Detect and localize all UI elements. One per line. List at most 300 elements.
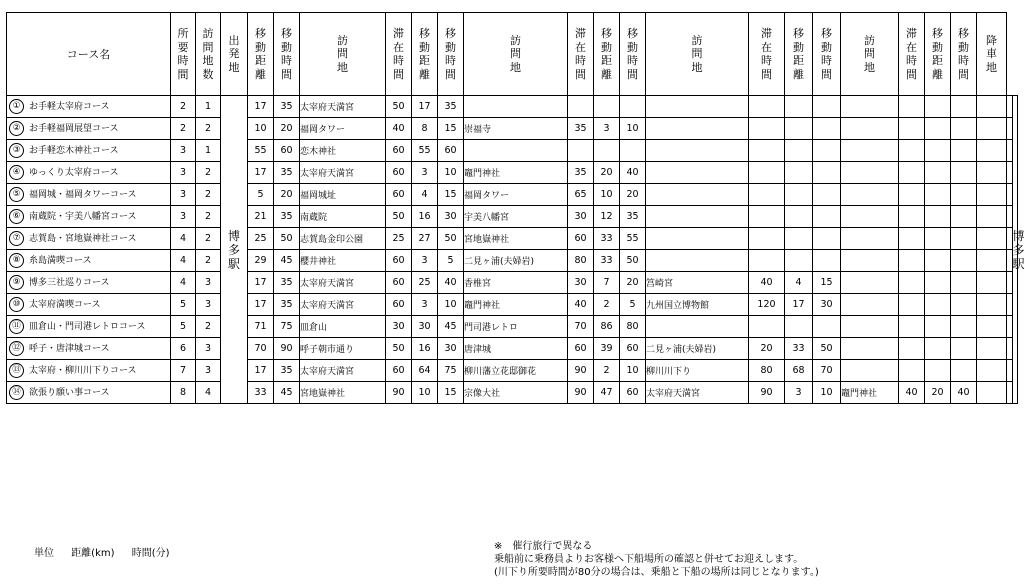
total-time-cell: 3: [171, 162, 196, 184]
value-cell: [1007, 338, 1013, 360]
value-cell: 25: [412, 272, 438, 294]
visit-place-cell: 二見ヶ浦(夫婦岩): [464, 250, 568, 272]
header-departure: 出発地: [221, 13, 248, 96]
value-cell: 17: [248, 360, 274, 382]
value-cell: 20: [620, 272, 646, 294]
value-cell: 60: [386, 162, 412, 184]
table-row: [7, 228, 1018, 250]
value-cell: 2: [594, 360, 620, 382]
header-stay-time-4: 滞在時間: [899, 13, 925, 96]
value-cell: [813, 206, 841, 228]
value-cell: [785, 206, 813, 228]
header-move-time-3: 移動時間: [620, 13, 646, 96]
value-cell: [749, 250, 785, 272]
visit-place-cell: [977, 338, 1007, 360]
visit-place-cell: [841, 338, 899, 360]
value-cell: [925, 96, 951, 118]
visit-place-cell: [977, 382, 1007, 404]
visit-place-cell: 竈門神社: [841, 382, 899, 404]
value-cell: [899, 184, 925, 206]
arrival-station: [1012, 96, 1025, 404]
value-cell: 3: [412, 250, 438, 272]
value-cell: 60: [274, 140, 300, 162]
course-number-badge: ⑥: [9, 209, 24, 224]
visit-place-cell: [977, 250, 1007, 272]
value-cell: 10: [620, 118, 646, 140]
course-number-badge: ⑩: [9, 297, 24, 312]
value-cell: [951, 206, 977, 228]
header-visit-place-2: 訪問地: [464, 13, 568, 96]
value-cell: 17: [248, 294, 274, 316]
value-cell: 80: [620, 316, 646, 338]
course-name: 呼子・唐津城コース: [29, 344, 110, 354]
value-cell: 8: [412, 118, 438, 140]
visit-place-cell: [646, 162, 749, 184]
header-move-distance-3: 移動距離: [594, 13, 620, 96]
header-move-distance-1: 移動距離: [248, 13, 274, 96]
distance-unit: 距離(km): [71, 548, 115, 559]
visit-place-cell: [977, 96, 1007, 118]
value-cell: [925, 140, 951, 162]
time-unit: 時間(分): [131, 548, 170, 559]
course-name-cell: [7, 360, 171, 382]
value-cell: 33: [785, 338, 813, 360]
visit-place-cell: [646, 206, 749, 228]
arrival-station-label: 博多駅: [1012, 228, 1025, 271]
course-number-badge: ④: [9, 165, 24, 180]
value-cell: 47: [594, 382, 620, 404]
value-cell: 5: [438, 250, 464, 272]
value-cell: 60: [386, 250, 412, 272]
value-cell: 90: [386, 382, 412, 404]
table-row: [7, 338, 1018, 360]
value-cell: [925, 250, 951, 272]
value-cell: 60: [386, 294, 412, 316]
value-cell: 15: [438, 382, 464, 404]
value-cell: [899, 250, 925, 272]
value-cell: [785, 228, 813, 250]
value-cell: 60: [438, 140, 464, 162]
course-name: 皿倉山・門司港レトロコース: [29, 322, 146, 332]
visit-place-cell: [841, 96, 899, 118]
value-cell: 35: [274, 206, 300, 228]
visit-place-cell: [977, 316, 1007, 338]
course-name-cell: [7, 250, 171, 272]
value-cell: [1007, 250, 1013, 272]
value-cell: 75: [274, 316, 300, 338]
course-name: お手軽恋木神社コース: [29, 146, 119, 156]
visit-place-cell: 福岡タワー: [300, 118, 386, 140]
visit-place-cell: 香椎宮: [464, 272, 568, 294]
value-cell: 35: [568, 162, 594, 184]
header-stay-time-1: 滞在時間: [386, 13, 412, 96]
visit-count-cell: 2: [196, 206, 221, 228]
course-number-badge: ①: [9, 99, 24, 114]
value-cell: [785, 184, 813, 206]
course-name-cell: [7, 184, 171, 206]
value-cell: [899, 96, 925, 118]
value-cell: [925, 162, 951, 184]
course-name-cell: [7, 316, 171, 338]
unit-label: 単位: [34, 548, 54, 559]
value-cell: 30: [438, 338, 464, 360]
value-cell: [785, 250, 813, 272]
value-cell: 10: [438, 162, 464, 184]
visit-count-cell: 2: [196, 250, 221, 272]
visit-place-cell: 太宰府天満宮: [300, 294, 386, 316]
table-row: [7, 96, 1018, 118]
header-course-name: コース名: [7, 13, 171, 96]
value-cell: [1007, 360, 1013, 382]
visit-count-cell: 4: [196, 382, 221, 404]
value-cell: 60: [386, 272, 412, 294]
value-cell: 50: [386, 96, 412, 118]
course-table: [6, 12, 1025, 404]
value-cell: 10: [412, 382, 438, 404]
value-cell: 16: [412, 206, 438, 228]
visit-place-cell: [646, 184, 749, 206]
departure-station: [221, 96, 248, 404]
value-cell: [899, 162, 925, 184]
table-row: [7, 250, 1018, 272]
value-cell: 3: [594, 118, 620, 140]
value-cell: [925, 206, 951, 228]
value-cell: 21: [248, 206, 274, 228]
visit-count-cell: 1: [196, 140, 221, 162]
value-cell: [899, 272, 925, 294]
header-move-time-5: 移動時間: [951, 13, 977, 96]
value-cell: [951, 294, 977, 316]
value-cell: [925, 360, 951, 382]
visit-place-cell: [841, 250, 899, 272]
visit-place-cell: 皿倉山: [300, 316, 386, 338]
course-name: 糸島満喫コース: [29, 256, 92, 266]
value-cell: [813, 140, 841, 162]
value-cell: 40: [438, 272, 464, 294]
total-time-cell: 6: [171, 338, 196, 360]
value-cell: 20: [594, 162, 620, 184]
value-cell: 70: [248, 338, 274, 360]
value-cell: 60: [386, 360, 412, 382]
value-cell: 5: [620, 294, 646, 316]
value-cell: [899, 118, 925, 140]
visit-place-cell: [977, 184, 1007, 206]
visit-place-cell: 竈門神社: [464, 294, 568, 316]
value-cell: [925, 118, 951, 140]
total-time-cell: 4: [171, 250, 196, 272]
value-cell: 20: [620, 184, 646, 206]
course-name: 太宰府・柳川川下りコース: [29, 366, 137, 376]
value-cell: 4: [412, 184, 438, 206]
total-time-cell: 7: [171, 360, 196, 382]
value-cell: 33: [248, 382, 274, 404]
value-cell: [925, 228, 951, 250]
header-move-distance-5: 移動距離: [925, 13, 951, 96]
value-cell: [951, 272, 977, 294]
value-cell: 35: [438, 96, 464, 118]
header-stay-time-2: 滞在時間: [568, 13, 594, 96]
value-cell: [925, 272, 951, 294]
value-cell: 60: [620, 382, 646, 404]
value-cell: [951, 162, 977, 184]
course-name: 欲張り願い事コース: [29, 388, 110, 398]
value-cell: 65: [568, 184, 594, 206]
header-row: [7, 13, 1018, 96]
value-cell: [813, 184, 841, 206]
visit-place-cell: 宮地嶽神社: [464, 228, 568, 250]
visit-place-cell: 呼子朝市通り: [300, 338, 386, 360]
header-move-time-2: 移動時間: [438, 13, 464, 96]
value-cell: 40: [899, 382, 925, 404]
value-cell: [785, 140, 813, 162]
value-cell: 55: [620, 228, 646, 250]
visit-count-cell: 3: [196, 338, 221, 360]
value-cell: 120: [749, 294, 785, 316]
value-cell: [1007, 184, 1013, 206]
visit-place-cell: 恋木神社: [300, 140, 386, 162]
footer-note-1: ※ 催行旅行で異なる: [494, 541, 593, 552]
value-cell: 15: [438, 118, 464, 140]
header-arrival: 降車地: [977, 13, 1007, 96]
value-cell: [594, 96, 620, 118]
visit-place-cell: 門司港レトロ: [464, 316, 568, 338]
value-cell: 3: [412, 294, 438, 316]
value-cell: [1007, 316, 1013, 338]
total-time-cell: 5: [171, 294, 196, 316]
value-cell: [568, 140, 594, 162]
value-cell: 7: [594, 272, 620, 294]
header-visit-place-1: 訪問地: [300, 13, 386, 96]
visit-place-cell: 福岡タワー: [464, 184, 568, 206]
table-row: [7, 294, 1018, 316]
table-row: [7, 184, 1018, 206]
course-number-badge: ③: [9, 143, 24, 158]
value-cell: [749, 184, 785, 206]
visit-count-cell: 2: [196, 228, 221, 250]
value-cell: 90: [568, 382, 594, 404]
course-number-badge: ⑪: [9, 319, 24, 334]
value-cell: 35: [274, 294, 300, 316]
value-cell: 20: [274, 184, 300, 206]
value-cell: [813, 162, 841, 184]
value-cell: 35: [568, 118, 594, 140]
value-cell: 60: [386, 184, 412, 206]
visit-count-cell: 3: [196, 360, 221, 382]
visit-place-cell: 宮地嶽神社: [300, 382, 386, 404]
visit-place-cell: [646, 316, 749, 338]
total-time-cell: 5: [171, 316, 196, 338]
visit-place-cell: [841, 184, 899, 206]
visit-place-cell: [646, 96, 749, 118]
value-cell: [899, 294, 925, 316]
value-cell: 35: [274, 162, 300, 184]
visit-place-cell: [977, 118, 1007, 140]
visit-place-cell: [841, 272, 899, 294]
visit-place-cell: [977, 272, 1007, 294]
header-total-time: 所要時間: [171, 13, 196, 96]
course-number-badge: ⑫: [9, 341, 24, 356]
value-cell: 25: [248, 228, 274, 250]
value-cell: 30: [412, 316, 438, 338]
value-cell: 35: [620, 206, 646, 228]
value-cell: 17: [785, 294, 813, 316]
value-cell: 40: [749, 272, 785, 294]
value-cell: 70: [813, 360, 841, 382]
value-cell: 90: [274, 338, 300, 360]
value-cell: 27: [412, 228, 438, 250]
value-cell: [1007, 294, 1013, 316]
header-visit-place-3: 訪問地: [646, 13, 749, 96]
value-cell: [1007, 228, 1013, 250]
visit-place-cell: 二見ヶ浦(夫婦岩): [646, 338, 749, 360]
visit-place-cell: 太宰府天満宮: [300, 162, 386, 184]
value-cell: [1007, 162, 1013, 184]
value-cell: [899, 360, 925, 382]
visit-count-cell: 2: [196, 162, 221, 184]
value-cell: 10: [594, 184, 620, 206]
value-cell: [1007, 140, 1013, 162]
visit-count-cell: 3: [196, 272, 221, 294]
course-name: 南蔵院・宇美八幡宮コース: [29, 212, 137, 222]
value-cell: [749, 162, 785, 184]
visit-place-cell: [977, 162, 1007, 184]
value-cell: 5: [248, 184, 274, 206]
value-cell: 40: [568, 294, 594, 316]
value-cell: 90: [749, 382, 785, 404]
visit-place-cell: [841, 162, 899, 184]
visit-place-cell: 太宰府天満宮: [300, 360, 386, 382]
course-name-cell: [7, 162, 171, 184]
total-time-cell: 3: [171, 140, 196, 162]
value-cell: 39: [594, 338, 620, 360]
course-name: 志賀島・宮地嶽神社コース: [29, 234, 137, 244]
value-cell: [951, 338, 977, 360]
header-visit-place-4: 訪問地: [841, 13, 899, 96]
visit-place-cell: 柳川藩立花邸御花: [464, 360, 568, 382]
table-row: [7, 140, 1018, 162]
value-cell: 70: [568, 316, 594, 338]
value-cell: 15: [438, 184, 464, 206]
visit-place-cell: 太宰府天満宮: [300, 96, 386, 118]
value-cell: 40: [386, 118, 412, 140]
value-cell: [813, 250, 841, 272]
visit-count-cell: 3: [196, 294, 221, 316]
value-cell: 30: [568, 272, 594, 294]
visit-place-cell: [464, 96, 568, 118]
visit-place-cell: [977, 228, 1007, 250]
value-cell: [749, 206, 785, 228]
visit-place-cell: [841, 118, 899, 140]
value-cell: [785, 316, 813, 338]
value-cell: 60: [568, 228, 594, 250]
visit-place-cell: 筥崎宮: [646, 272, 749, 294]
value-cell: 60: [568, 338, 594, 360]
total-time-cell: 2: [171, 118, 196, 140]
departure-station-label: 博多駅: [228, 228, 241, 271]
value-cell: [951, 360, 977, 382]
value-cell: 10: [813, 382, 841, 404]
value-cell: 33: [594, 250, 620, 272]
course-number-badge: ⑧: [9, 253, 24, 268]
total-time-cell: 3: [171, 184, 196, 206]
visit-place-cell: [841, 316, 899, 338]
value-cell: 30: [568, 206, 594, 228]
header-visit-count: 訪問地数: [196, 13, 221, 96]
value-cell: 75: [438, 360, 464, 382]
value-cell: 45: [274, 382, 300, 404]
value-cell: 60: [386, 140, 412, 162]
value-cell: 35: [274, 96, 300, 118]
total-time-cell: 3: [171, 206, 196, 228]
value-cell: [899, 206, 925, 228]
visit-place-cell: 志賀島金印公園: [300, 228, 386, 250]
value-cell: 30: [813, 294, 841, 316]
value-cell: 10: [248, 118, 274, 140]
value-cell: 71: [248, 316, 274, 338]
value-cell: 90: [568, 360, 594, 382]
value-cell: [620, 140, 646, 162]
value-cell: [813, 228, 841, 250]
value-cell: [951, 250, 977, 272]
value-cell: [925, 338, 951, 360]
value-cell: [813, 316, 841, 338]
course-name-cell: [7, 140, 171, 162]
value-cell: 45: [274, 250, 300, 272]
value-cell: 55: [248, 140, 274, 162]
value-cell: 50: [813, 338, 841, 360]
footer-notes: [494, 540, 819, 579]
visit-place-cell: [977, 294, 1007, 316]
visit-count-cell: 1: [196, 96, 221, 118]
value-cell: [951, 316, 977, 338]
value-cell: 4: [785, 272, 813, 294]
value-cell: 29: [248, 250, 274, 272]
value-cell: 10: [438, 294, 464, 316]
value-cell: 17: [248, 162, 274, 184]
visit-place-cell: 宗像大社: [464, 382, 568, 404]
visit-place-cell: 九州国立博物館: [646, 294, 749, 316]
visit-place-cell: 崇福寺: [464, 118, 568, 140]
value-cell: 80: [568, 250, 594, 272]
value-cell: 50: [620, 250, 646, 272]
course-name-cell: [7, 118, 171, 140]
value-cell: [951, 140, 977, 162]
visit-place-cell: [841, 228, 899, 250]
value-cell: [925, 316, 951, 338]
value-cell: [785, 96, 813, 118]
header-move-distance-4: 移動距離: [785, 13, 813, 96]
value-cell: 2: [594, 294, 620, 316]
table-row: [7, 382, 1018, 404]
course-name: 福岡城・福岡タワーコース: [29, 190, 137, 200]
value-cell: [813, 118, 841, 140]
visit-place-cell: [841, 140, 899, 162]
course-name-cell: [7, 228, 171, 250]
visit-place-cell: [977, 206, 1007, 228]
footer-note-2: 乗船前に乗務員よりお客様へ下船場所の確認と併せてお迎えします。: [494, 554, 804, 565]
value-cell: [899, 228, 925, 250]
value-cell: [899, 316, 925, 338]
course-name: 博多三社巡りコース: [29, 278, 110, 288]
value-cell: [749, 140, 785, 162]
value-cell: 25: [386, 228, 412, 250]
value-cell: 40: [620, 162, 646, 184]
course-name: 太宰府満喫コース: [29, 300, 101, 310]
visit-place-cell: [977, 140, 1007, 162]
value-cell: 50: [386, 206, 412, 228]
value-cell: 15: [813, 272, 841, 294]
table-row: [7, 162, 1018, 184]
